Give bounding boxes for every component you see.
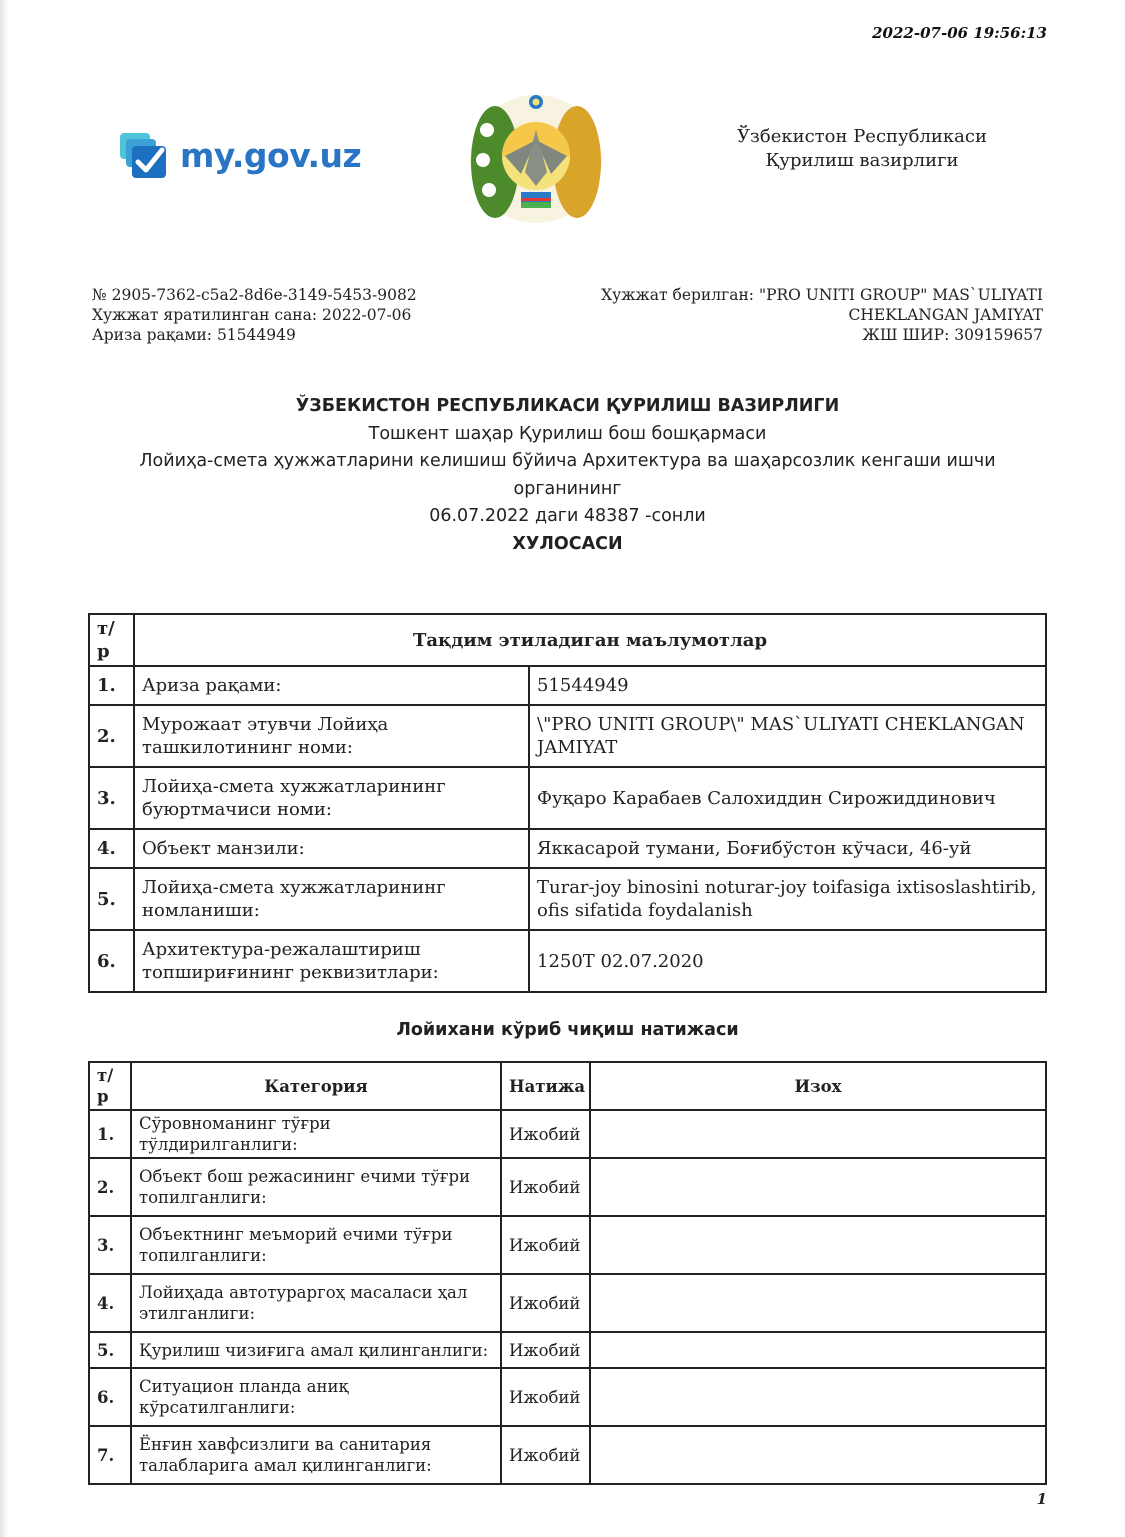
row-result: Ижобий	[501, 1216, 590, 1274]
document-meta-right	[601, 285, 1043, 345]
row-category: Сўровноманинг тўғри тўлдирилганлиги:	[131, 1110, 501, 1158]
table-row	[89, 1216, 1046, 1274]
row-note	[590, 1332, 1046, 1368]
checkbox-logo-icon	[118, 130, 174, 186]
row-value: Turar-joy binosini noturar-joy toifasiga ixtisoslashtirib, ofis sifatida foydalanish	[529, 868, 1046, 930]
column-header-category: Категория	[131, 1062, 501, 1110]
table-row	[89, 1368, 1046, 1426]
row-number: 1.	[89, 1110, 131, 1158]
row-category: Қурилиш чизиғига амал қилинганлиги:	[131, 1332, 501, 1368]
column-header-note: Изох	[590, 1062, 1046, 1110]
row-number: 4.	[89, 1274, 131, 1332]
document-created-date: Хужжат яратилинган сана: 2022-07-06	[92, 306, 412, 324]
table-header-row	[89, 1062, 1046, 1110]
table-row	[89, 705, 1046, 767]
page-number: 1	[1036, 1490, 1047, 1508]
document-timestamp: 2022-07-06 19:56:13	[872, 24, 1047, 42]
application-number: Ариза рақами: 51544949	[92, 326, 296, 344]
heading-line-2: Тошкент шаҳар Қурилиш бош бошқармаси	[368, 423, 767, 444]
review-results-table	[88, 1061, 1047, 1485]
ministry-header	[712, 125, 1012, 173]
table-header-row	[89, 614, 1046, 666]
row-value: Яккасарой тумани, Боғибўстон кўчаси, 46-уй	[529, 829, 1046, 868]
table-row	[89, 767, 1046, 829]
row-value: 1250Т 02.07.2020	[529, 930, 1046, 992]
row-label: Ариза рақами:	[134, 666, 529, 705]
mygov-logo	[118, 130, 362, 190]
row-note	[590, 1274, 1046, 1332]
row-value: 51544949	[529, 666, 1046, 705]
row-number: 4.	[89, 829, 134, 868]
table-row	[89, 1110, 1046, 1158]
submitted-info-table	[88, 613, 1047, 993]
logo-text: my.gov.uz	[180, 136, 362, 175]
column-header-info: Тақдим этиладиган маълумотлар	[134, 614, 1046, 666]
row-note	[590, 1110, 1046, 1158]
table-row	[89, 1158, 1046, 1216]
row-result: Ижобий	[501, 1110, 590, 1158]
row-label: Объект манзили:	[134, 829, 529, 868]
row-label: Лойиҳа-смета хужжатларининг номланиши:	[134, 868, 529, 930]
heading-line-3: Лойиҳа-смета ҳужжатларини келишиш бўйича Архитектура ва шаҳарсозлик кенгаши ишчи органининг	[139, 451, 996, 499]
heading-line-4: 06.07.2022 даги 48387 -сонли	[429, 506, 706, 526]
row-value: \"PRO UNITI GROUP\" MAS`ULIYATI CHEKLANGAN JAMIYAT	[529, 705, 1046, 767]
table-row	[89, 666, 1046, 705]
page-edge-shadow	[0, 0, 8, 1537]
row-number: 6.	[89, 930, 134, 992]
heading-line-5: ХУЛОСАСИ	[512, 533, 623, 554]
table-row	[89, 1426, 1046, 1484]
issued-to-inn: ЖШ ШИР: 309159657	[862, 326, 1043, 344]
table-row	[89, 930, 1046, 992]
row-number: 2.	[89, 705, 134, 767]
row-note	[590, 1216, 1046, 1274]
row-number: 3.	[89, 767, 134, 829]
row-number: 3.	[89, 1216, 131, 1274]
row-number: 5.	[89, 868, 134, 930]
row-value: Фуқаро Карабаев Салохиддин Сирожиддинович	[529, 767, 1046, 829]
document-number: № 2905-7362-c5a2-8d6e-3149-5453-9082	[92, 286, 417, 304]
row-number: 5.	[89, 1332, 131, 1368]
row-category: Лойиҳада автотураргоҳ масаласи ҳал этилганлиги:	[131, 1274, 501, 1332]
row-result: Ижобий	[501, 1368, 590, 1426]
row-number: 6.	[89, 1368, 131, 1426]
column-header-result: Натижа	[501, 1062, 590, 1110]
heading-title: ЎЗБЕКИСТОН РЕСПУБЛИКАСИ ҚУРИЛИШ ВАЗИРЛИГИ	[295, 396, 840, 416]
ministry-line-1: Ўзбекистон Республикаси	[737, 126, 987, 147]
row-note	[590, 1426, 1046, 1484]
row-result: Ижобий	[501, 1332, 590, 1368]
row-note	[590, 1368, 1046, 1426]
table-row	[89, 1274, 1046, 1332]
review-results-title: Лойихани кўриб чиқиш натижаси	[396, 1020, 739, 1040]
table-row	[89, 1332, 1046, 1368]
row-result: Ижобий	[501, 1274, 590, 1332]
row-number: 1.	[89, 666, 134, 705]
row-result: Ижобий	[501, 1158, 590, 1216]
column-header-num: т/р	[89, 614, 134, 666]
row-result: Ижобий	[501, 1426, 590, 1484]
row-note	[590, 1158, 1046, 1216]
row-label: Мурожаат этувчи Лойиҳа ташкилотининг номи:	[134, 705, 529, 767]
row-category: Объектнинг меъморий ечими тўғри топилганлиги:	[131, 1216, 501, 1274]
state-emblem-icon	[465, 90, 607, 228]
document-heading	[90, 393, 1045, 558]
row-number: 7.	[89, 1426, 131, 1484]
issued-to-line-1: Хужжат берилган: "PRO UNITI GROUP" MAS`ULIYATI	[601, 286, 1043, 304]
row-category: Объект бош режасининг ечими тўғри топилганлиги:	[131, 1158, 501, 1216]
ministry-line-2: Қурилиш вазирлиги	[765, 150, 959, 171]
row-number: 2.	[89, 1158, 131, 1216]
row-category: Ёнғин хавфсизлиги ва санитария талабларига амал қилинганлиги:	[131, 1426, 501, 1484]
row-category: Ситуацион пландa аниқ кўрсатилганлиги:	[131, 1368, 501, 1426]
table-row	[89, 868, 1046, 930]
column-header-num: т/р	[89, 1062, 131, 1110]
row-label: Архитектура-режалаштириш топшириғининг реквизитлари:	[134, 930, 529, 992]
row-label: Лойиҳа-смета хужжатларининг буюртмачиси номи:	[134, 767, 529, 829]
issued-to-line-2: CHEKLANGAN JAMIYAT	[848, 306, 1043, 324]
table-row	[89, 829, 1046, 868]
document-meta-left	[92, 285, 417, 345]
